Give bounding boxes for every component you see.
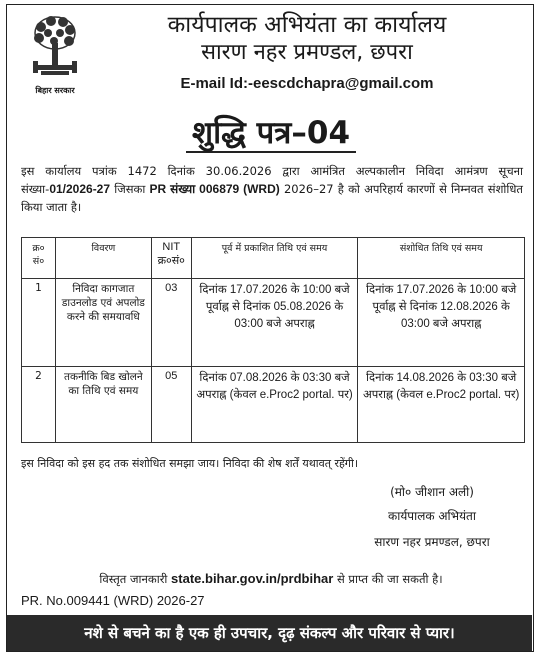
row-sno: 1	[22, 279, 56, 367]
header-sno: क्र० सं०	[22, 238, 56, 279]
amendment-table	[21, 237, 525, 443]
info-prefix: विस्तृत जानकारी	[99, 572, 172, 586]
header-old-date: पूर्व में प्रकाशित तिथि एवं समय	[191, 238, 358, 279]
row-sno: 2	[22, 367, 56, 443]
header-description: विवरण	[55, 238, 151, 279]
intro-part2: जिसका	[110, 182, 150, 196]
table-row	[22, 279, 525, 367]
office-name: कार्यपालक अभियंता का कार्यालय	[167, 12, 447, 38]
table-header-row	[22, 238, 525, 279]
bodhi-tree-emblem-icon	[23, 13, 87, 85]
header-new-date: संशोधित तिथि एवं समय	[358, 238, 525, 279]
intro-paragraph	[21, 162, 523, 216]
row-description: निविदा कागजात डाउनलोड एवं अपलोड करने की समयावधि	[55, 279, 151, 367]
header-nit: NIT क्र०सं०	[151, 238, 191, 279]
row-description: तकनीकि बिड खोलने का तिथि एवं समय	[55, 367, 151, 443]
info-link[interactable]: state.bihar.gov.in/prdbihar	[171, 571, 334, 586]
row-nit: 05	[151, 367, 191, 443]
row-new-date: दिनांक 14.08.2026 के 03:30 बजे अपराह्न (केवल e.Proc2 portal. पर)	[358, 367, 525, 443]
email-address: E-mail Id:-eescdchapra@gmail.com	[180, 75, 434, 92]
row-new-date: दिनांक 17.07.2026 के 10:00 बजे पूर्वाह्न से दिनांक 12.08.2026 के 03:00 बजे अपराह्न	[358, 279, 525, 367]
table-row	[22, 367, 525, 443]
signatory-office: सारण नहर प्रमण्डल, छपरा	[374, 535, 490, 549]
title-text: शुद्धि पत्र–04	[186, 115, 356, 153]
info-suffix: से प्राप्त की जा सकती है।	[333, 572, 443, 586]
notice-frame	[6, 4, 534, 652]
pr-number: PR. No.009441 (WRD) 2026-27	[21, 593, 205, 608]
division-name: सारण नहर प्रमण्डल, छपरा	[201, 40, 413, 65]
row-old-date: दिनांक 07.08.2026 के 03:30 बजे अपराह्न (केवल e.Proc2 portal. पर)	[191, 367, 358, 443]
row-old-date: दिनांक 17.07.2026 के 10:00 बजे पूर्वाह्न से दिनांक 05.08.2026 के 03:00 बजे अपराह्न	[191, 279, 358, 367]
logo-caption: बिहार सरकार	[35, 86, 75, 95]
pr-number-inline: PR संख्या 006879 (WRD)	[149, 182, 280, 196]
amendment-note: इस निविदा को इस हद तक संशोधित समझा जाय। निविदा की शेष शर्तें यथावत् रहेंगी।	[21, 457, 359, 470]
slogan-banner: नशे से बचने का है एक ही उपचार, दृढ़ संकल्प और परिवार से प्यार।	[7, 615, 532, 651]
notice-number: 01/2026-27	[49, 182, 111, 196]
signatory-name: (मो० जीशान अली)	[390, 485, 474, 499]
page-title	[7, 111, 535, 153]
row-nit: 03	[151, 279, 191, 367]
intro-part3: 2026–27 है को अपरिहार्य कारणों से निम्नवत संशोधित किया जाता है।	[21, 182, 523, 214]
info-line	[7, 571, 535, 587]
signatory-designation: कार्यपालक अभियंता	[388, 509, 476, 523]
intro-part1: इस कार्यालय पत्रांक 1472 दिनांक 30.06.2026 द्वारा आमंत्रित अल्पकालीन निविदा आमंत्रण सूचना संख्या-	[21, 164, 523, 196]
bihar-logo	[23, 13, 87, 99]
